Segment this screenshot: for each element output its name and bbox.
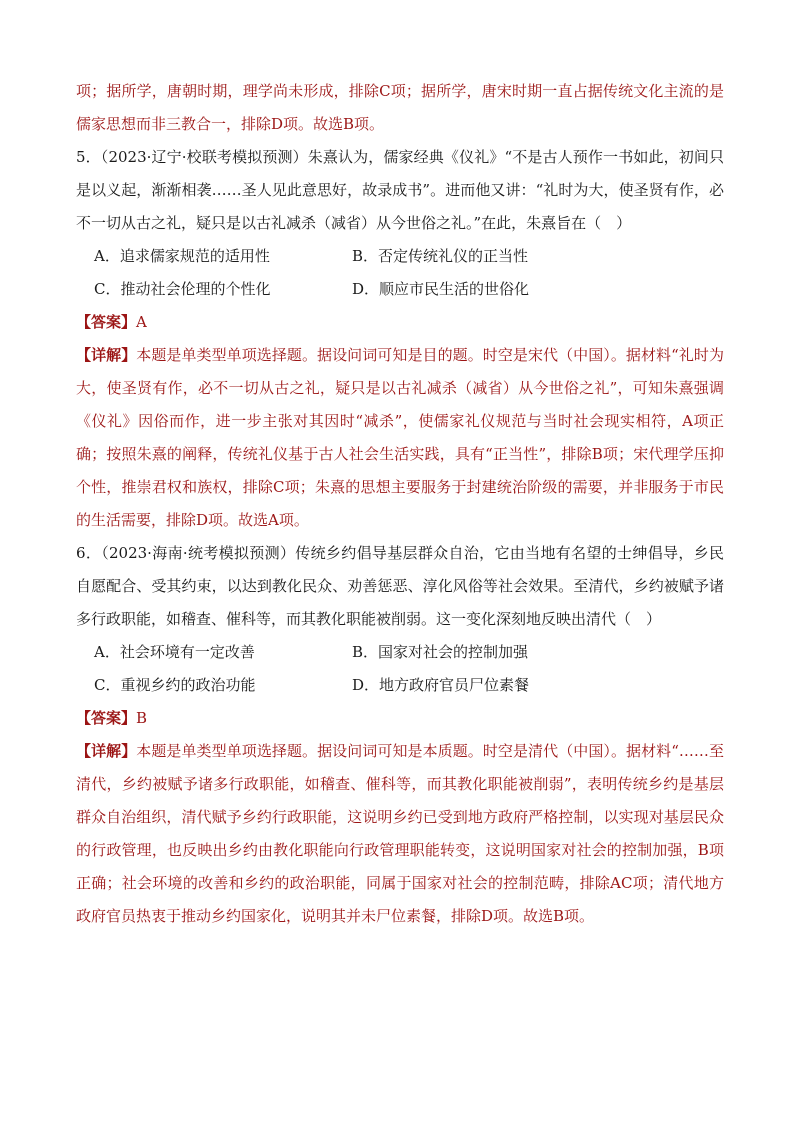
answer-value: A [136, 313, 147, 331]
carryover-explanation: 项；据所学，唐朝时期，理学尚未形成，排除C项；据所学，唐宋时期一直占据传统文化主流的是儒家思想而非三教合一，排除D项。故选B项。 [76, 82, 724, 133]
question-stem: 6．（2023·海南·统考模拟预测）传统乡约倡导基层群众自治，它由当地有名望的士绅倡导，乡民自愿配合、受其约束，以达到教化民众、劝善惩恶、淳化风俗等社会效果。至清代，乡约被赋予诸多行政职能，如稽查、催科等，而其教化职能被削弱。这一变化深刻地反映出清代（ ） [76, 544, 724, 628]
detail-text: 本题是单类型单项选择题。据设问词可知是本质题。时空是清代（中国）。据材料“……至清代，乡约被赋予诸多行政职能，如稽查、催科等，而其教化职能被削弱”，表明传统乡约是基层群众自治组织，清代赋予乡约行政职能，这说明乡约已受到地方政府严格控制，以实现对基层民众的行政管理，也反映出乡约由教化职能向行政管理职能转变，这说明国家对社会的控制加强，B项正确；社会环境的改善和乡约的政治职能，同属于国家对社会的控制范畴，排除AC项；清代地方政府官员热衷于推动乡约国家化，说明其并未尸位素餐，排除D项。故选B项。 [76, 742, 724, 925]
option-d: D．顺应市民生活的世俗化 [352, 280, 530, 298]
question-6 [76, 537, 724, 933]
options-row [76, 669, 724, 702]
option-d: D．地方政府官员尸位素餐 [352, 676, 530, 694]
answer-value: B [136, 709, 148, 727]
option-a: A．社会环境有一定改善 [94, 643, 255, 661]
detail-paragraph [76, 735, 724, 933]
option-b: B．国家对社会的控制加强 [352, 643, 529, 661]
answer-line [76, 306, 724, 339]
options-row [76, 273, 724, 306]
detail-text: 本题是单类型单项选择题。据设问词可知是目的题。时空是宋代（中国）。据材料“礼时为大，使圣贤有作，必不一切从古之礼，疑只是以古礼减杀（减省）从今世俗之礼”，可知朱熹强调《仪礼》因俗而作，进一步主张对其因时“减杀”，使儒家礼仪规范与当时社会现实相符，A项正确；按照朱熹的阐释，传统礼仪基于古人社会生活实践，具有“正当性”，排除B项；宋代理学压抑个性，推崇君权和族权，排除C项；朱熹的思想主要服务于封建统治阶级的需要，并非服务于市民的生活需要，排除D项。故选A项。 [76, 346, 724, 529]
answer-label: 【答案】 [76, 709, 137, 727]
options-row [76, 636, 724, 669]
option-a: A．追求儒家规范的适用性 [94, 247, 270, 265]
question-5 [76, 141, 724, 537]
detail-paragraph [76, 339, 724, 537]
document-page [76, 75, 724, 933]
answer-line [76, 702, 724, 735]
question-stem: 5．（2023·辽宁·校联考模拟预测）朱熹认为，儒家经典《仪礼》“不是古人预作一书如此，初间只是以义起，渐渐相袭……圣人见此意思好，故录成书”。进而他又讲：“礼时为大，使圣贤有作，必不一切从古之礼，疑只是以古礼减杀（减省）从今世俗之礼。”在此，朱熹旨在（ ） [76, 148, 724, 232]
detail-label: 【详解】 [76, 346, 137, 364]
option-c: C．重视乡约的政治功能 [94, 676, 256, 694]
option-b: B．否定传统礼仪的正当性 [352, 247, 529, 265]
answer-label: 【答案】 [76, 313, 137, 331]
options-row [76, 240, 724, 273]
detail-label: 【详解】 [76, 742, 137, 760]
option-c: C．推动社会伦理的个性化 [94, 280, 271, 298]
